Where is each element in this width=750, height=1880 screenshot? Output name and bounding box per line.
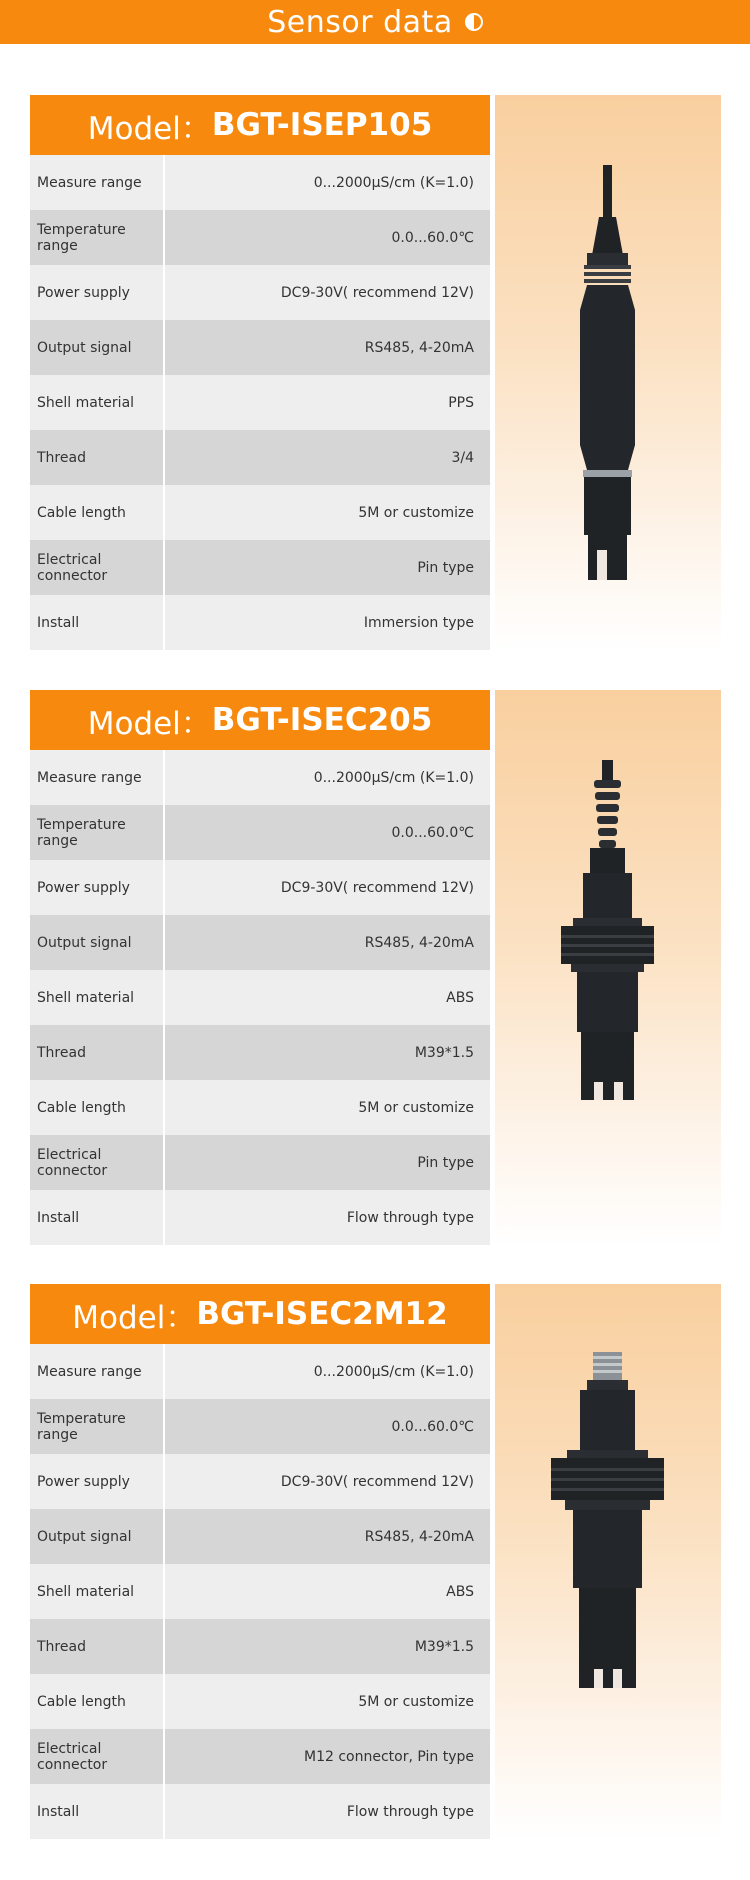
model-prefix: Model： bbox=[87, 705, 212, 742]
spec-row-electrical-connector bbox=[30, 1729, 490, 1784]
spec-value: Pin type bbox=[417, 559, 474, 576]
spec-row-cable-length bbox=[30, 1674, 490, 1729]
spec-value: M39*1.5 bbox=[414, 1044, 474, 1061]
model-code: BGT-ISEC205 bbox=[211, 702, 433, 738]
spec-value: 0...2000μS/cm (K=1.0) bbox=[313, 769, 474, 786]
spec-value: 5M or customize bbox=[358, 504, 474, 521]
sensor-probe-image bbox=[495, 95, 721, 651]
spec-row-power-supply bbox=[30, 860, 490, 915]
spec-row-thread bbox=[30, 1025, 490, 1080]
model-prefix: Model： bbox=[87, 110, 212, 147]
spec-label: Shell material bbox=[30, 970, 165, 1025]
spec-label: Electrical connector bbox=[30, 540, 165, 595]
spec-value: DC9-30V( recommend 12V) bbox=[280, 284, 474, 301]
sensor-probe-image bbox=[495, 1284, 721, 1840]
spec-value: 0...2000μS/cm (K=1.0) bbox=[313, 174, 474, 191]
spec-row-output-signal bbox=[30, 1509, 490, 1564]
spec-value: 0.0...60.0℃ bbox=[391, 229, 474, 246]
model-code: BGT-ISEP105 bbox=[211, 107, 433, 143]
sensor-probe-image bbox=[495, 690, 721, 1246]
spec-table bbox=[30, 690, 490, 1245]
spec-label: Shell material bbox=[30, 1564, 165, 1619]
spec-row-thread bbox=[30, 430, 490, 485]
spec-value: M12 connector, Pin type bbox=[304, 1748, 474, 1765]
spec-value: RS485, 4-20mA bbox=[364, 1528, 474, 1545]
spec-value: Flow through type bbox=[346, 1803, 474, 1820]
sensor-photo-panel bbox=[495, 690, 721, 1246]
spec-table bbox=[30, 1284, 490, 1839]
spec-value: PPS bbox=[448, 394, 474, 411]
spec-label: Power supply bbox=[30, 265, 165, 320]
spec-label: Thread bbox=[30, 430, 165, 485]
sensor-photo-panel bbox=[495, 1284, 721, 1840]
spec-row-shell-material bbox=[30, 1564, 490, 1619]
spec-value: M39*1.5 bbox=[414, 1638, 474, 1655]
spec-value: 0.0...60.0℃ bbox=[391, 1418, 474, 1435]
model-section-isec205 bbox=[30, 690, 721, 1246]
spec-label: Cable length bbox=[30, 485, 165, 540]
page-title: Sensor data bbox=[267, 4, 453, 40]
spec-label: Install bbox=[30, 595, 165, 650]
model-code: BGT-ISEC2M12 bbox=[196, 1296, 448, 1332]
spec-value: DC9-30V( recommend 12V) bbox=[280, 1473, 474, 1490]
model-banner bbox=[30, 1284, 490, 1344]
spec-label: Measure range bbox=[30, 750, 165, 805]
spec-row-output-signal bbox=[30, 320, 490, 375]
page-header bbox=[0, 0, 750, 44]
spec-value: 5M or customize bbox=[358, 1099, 474, 1116]
model-section-isec2m12 bbox=[30, 1284, 721, 1840]
spec-value: RS485, 4-20mA bbox=[364, 339, 474, 356]
spec-row-power-supply bbox=[30, 265, 490, 320]
spec-label: Temperature range bbox=[30, 1399, 165, 1454]
spec-value: 3/4 bbox=[451, 449, 474, 466]
model-section-isep105 bbox=[30, 95, 721, 651]
spec-label: Output signal bbox=[30, 915, 165, 970]
spec-value: ABS bbox=[446, 989, 474, 1006]
spec-label: Temperature range bbox=[30, 805, 165, 860]
spec-row-measure-range bbox=[30, 750, 490, 805]
spec-row-thread bbox=[30, 1619, 490, 1674]
spec-row-shell-material bbox=[30, 375, 490, 430]
model-prefix: Model： bbox=[72, 1299, 197, 1336]
spec-label: Cable length bbox=[30, 1080, 165, 1135]
spec-label: Power supply bbox=[30, 860, 165, 915]
spec-row-cable-length bbox=[30, 1080, 490, 1135]
spec-label: Install bbox=[30, 1784, 165, 1839]
half-circle-icon bbox=[465, 13, 483, 31]
spec-label: Shell material bbox=[30, 375, 165, 430]
model-banner bbox=[30, 95, 490, 155]
spec-row-install bbox=[30, 595, 490, 650]
sensor-photo-panel bbox=[495, 95, 721, 651]
spec-value: Immersion type bbox=[363, 614, 474, 631]
spec-label: Thread bbox=[30, 1025, 165, 1080]
spec-value: 0...2000μS/cm (K=1.0) bbox=[313, 1363, 474, 1380]
spec-label: Electrical connector bbox=[30, 1135, 165, 1190]
spec-label: Output signal bbox=[30, 320, 165, 375]
spec-row-temperature-range bbox=[30, 1399, 490, 1454]
spec-row-temperature-range bbox=[30, 210, 490, 265]
spec-row-electrical-connector bbox=[30, 540, 490, 595]
spec-row-temperature-range bbox=[30, 805, 490, 860]
spec-table bbox=[30, 95, 490, 650]
spec-label: Electrical connector bbox=[30, 1729, 165, 1784]
spec-label: Temperature range bbox=[30, 210, 165, 265]
model-banner bbox=[30, 690, 490, 750]
spec-label: Measure range bbox=[30, 155, 165, 210]
spec-row-power-supply bbox=[30, 1454, 490, 1509]
spec-value: Flow through type bbox=[346, 1209, 474, 1226]
spec-label: Power supply bbox=[30, 1454, 165, 1509]
spec-value: RS485, 4-20mA bbox=[364, 934, 474, 951]
spec-row-measure-range bbox=[30, 155, 490, 210]
spec-label: Cable length bbox=[30, 1674, 165, 1729]
spec-label: Output signal bbox=[30, 1509, 165, 1564]
spec-value: Pin type bbox=[417, 1154, 474, 1171]
spec-value: 0.0...60.0℃ bbox=[391, 824, 474, 841]
spec-row-install bbox=[30, 1190, 490, 1245]
spec-row-electrical-connector bbox=[30, 1135, 490, 1190]
spec-value: 5M or customize bbox=[358, 1693, 474, 1710]
spec-label: Thread bbox=[30, 1619, 165, 1674]
spec-label: Measure range bbox=[30, 1344, 165, 1399]
spec-value: DC9-30V( recommend 12V) bbox=[280, 879, 474, 896]
spec-row-measure-range bbox=[30, 1344, 490, 1399]
spec-label: Install bbox=[30, 1190, 165, 1245]
spec-row-install bbox=[30, 1784, 490, 1839]
spec-row-cable-length bbox=[30, 485, 490, 540]
spec-value: ABS bbox=[446, 1583, 474, 1600]
spec-row-output-signal bbox=[30, 915, 490, 970]
spec-row-shell-material bbox=[30, 970, 490, 1025]
